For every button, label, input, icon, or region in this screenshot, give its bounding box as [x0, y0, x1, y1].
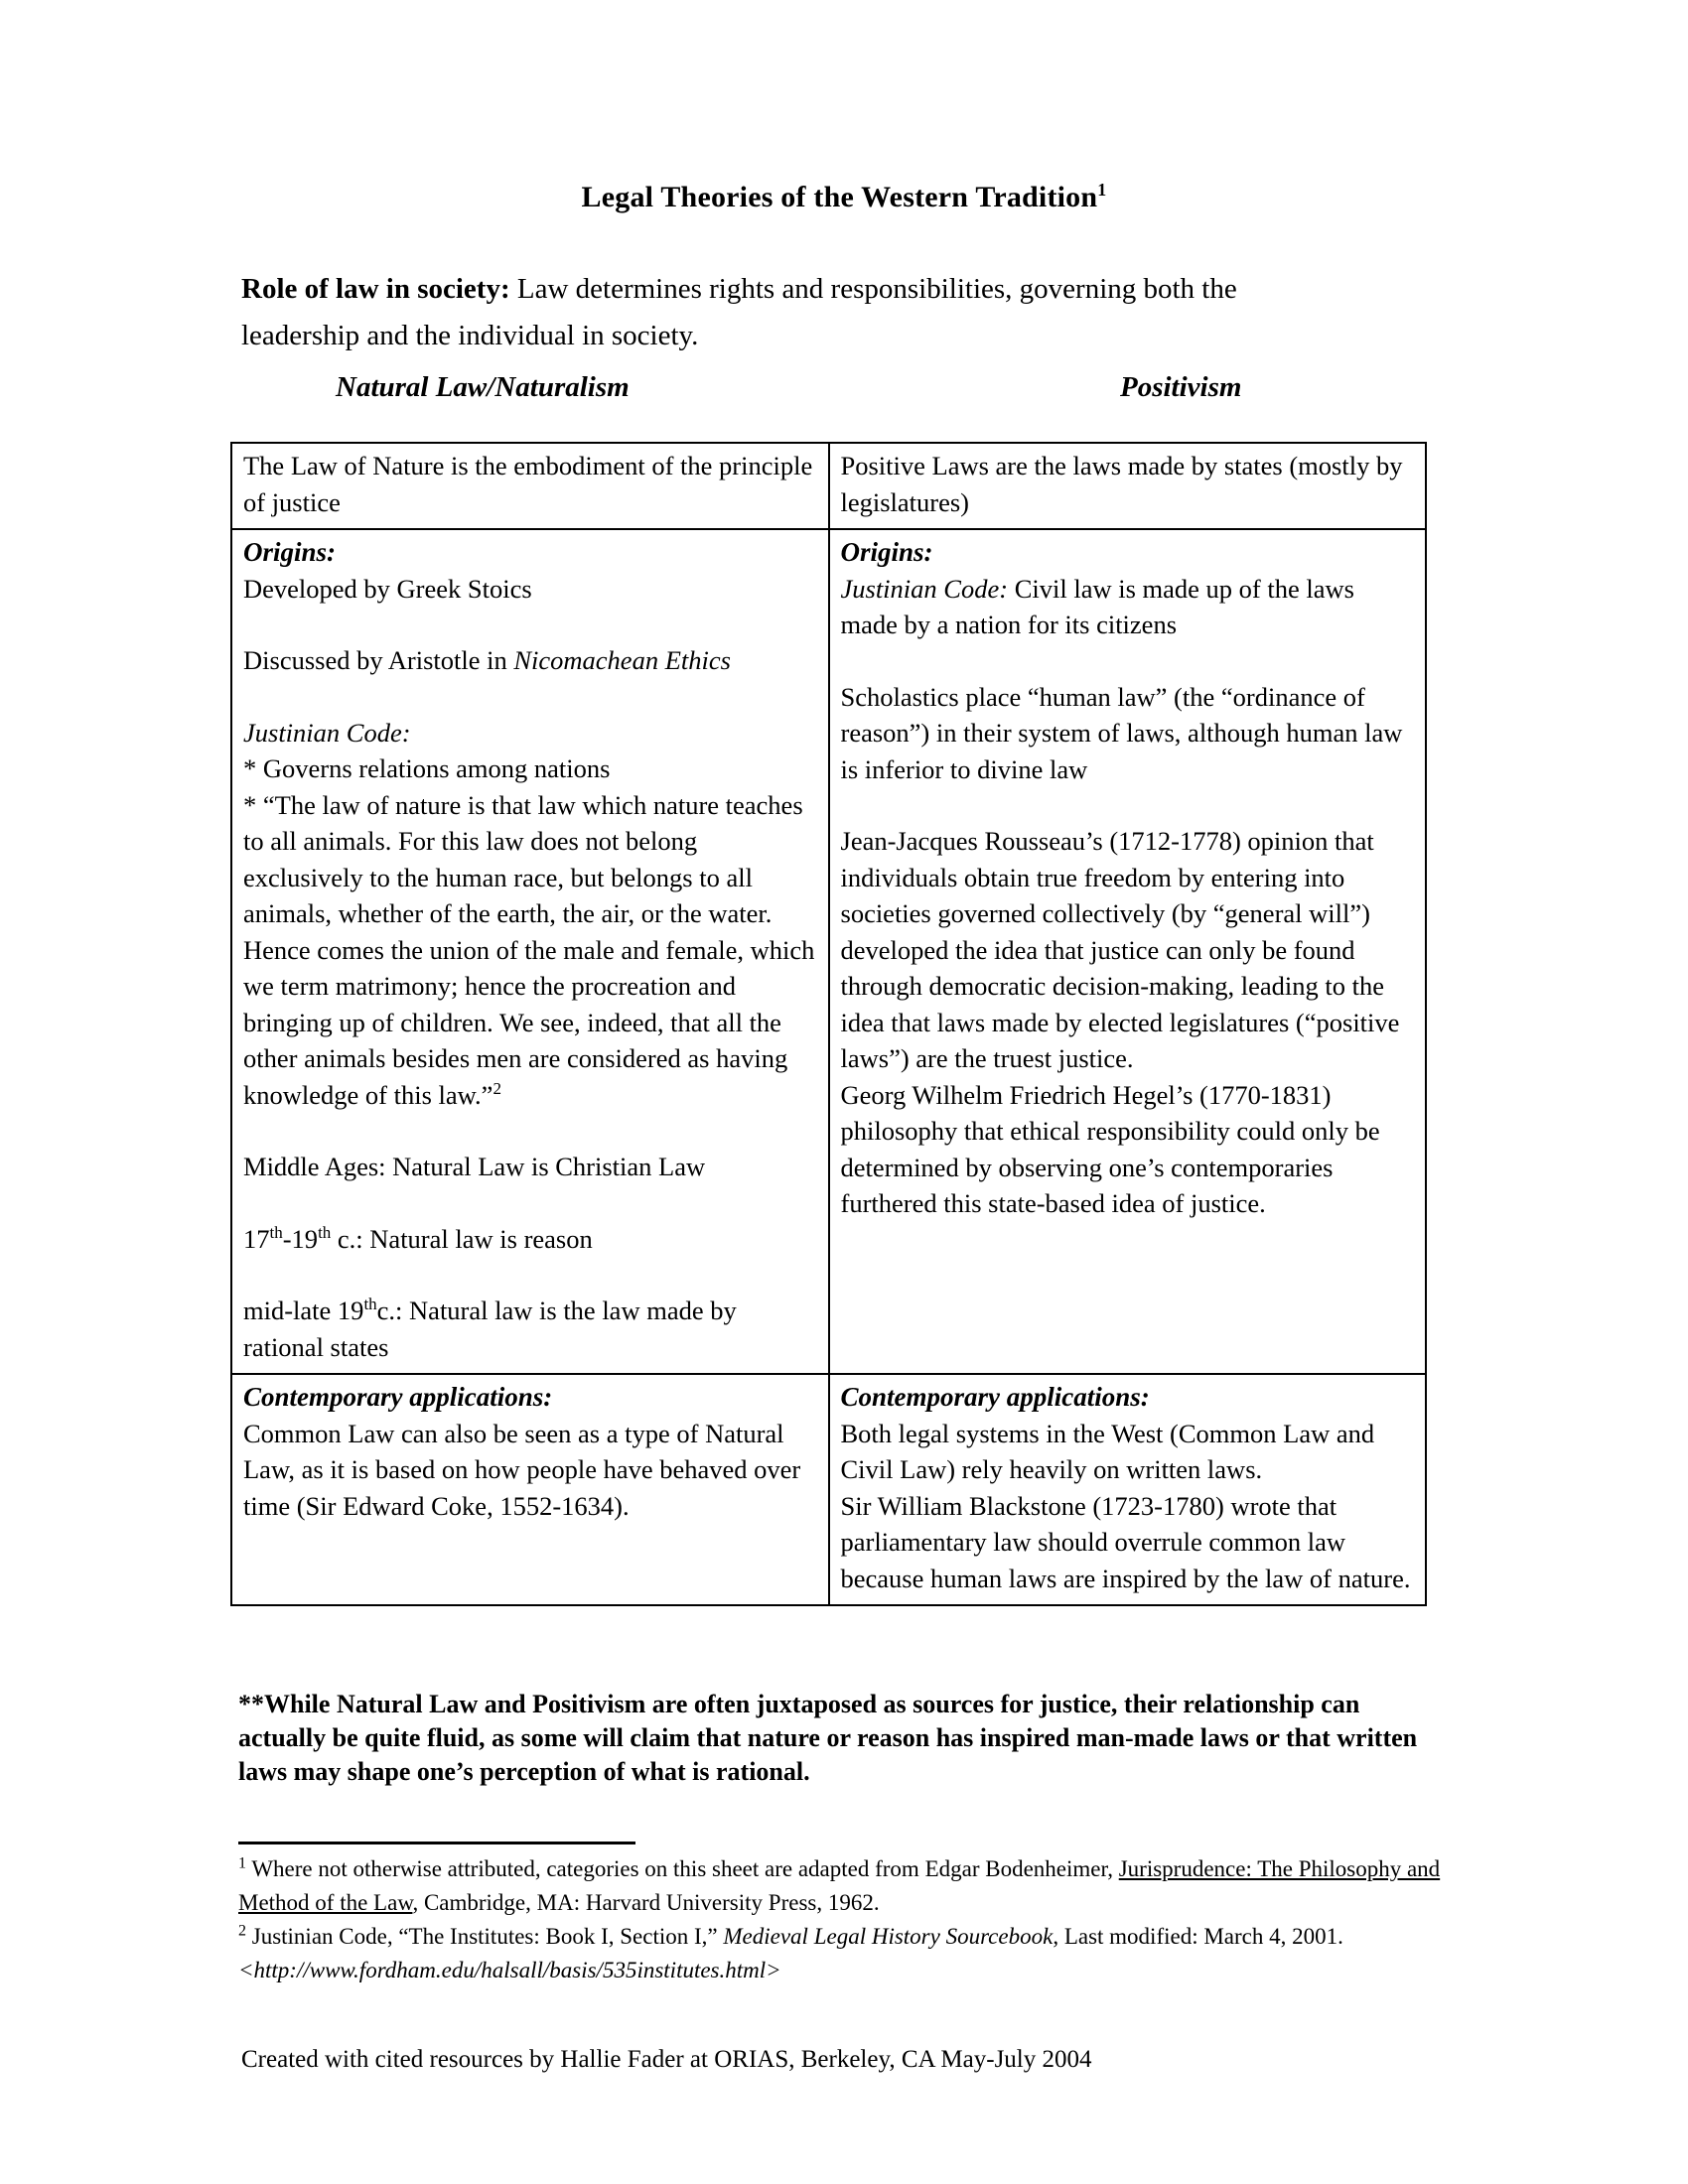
origins-left-mid-late-19c-ord: th	[363, 1295, 377, 1314]
origins-left-17-19c	[243, 1221, 819, 1258]
footnote-2-part1: Justinian Code, “The Institutes: Book I, Section I,”	[246, 1924, 724, 1949]
origins-left-mid-late-19c	[243, 1293, 819, 1365]
cell-contemporary-positivism	[829, 1374, 1427, 1605]
origins-left-17-19c-ord2: th	[318, 1222, 332, 1242]
footnote-2	[238, 1920, 1460, 1987]
footnote-2-marker: 2	[238, 1922, 246, 1940]
intro-paragraph	[241, 266, 1353, 359]
origins-left-middle-ages: Middle Ages: Natural Law is Christian Law	[243, 1152, 706, 1181]
intro-text: Law determines rights and responsibilities, governing both the leadership and the individual in society.	[241, 273, 1237, 351]
column-headings	[241, 371, 1423, 417]
origins-right-justinian-text: Civil law is made up of the laws made by a nation for its citizens	[840, 573, 1354, 639]
table-row-origins	[231, 529, 1426, 1374]
origins-left-quote-text: * “The law of nature is that law which nature teaches to all animals. For this law does not belong exclusively to the human race, but belongs to all animals, whether of the earth, the air, or the water. Hence comes the union of the male and female, which we term matrimony; hence the procreation and bringing up of children. We see, indeed, that all the other animals besides men are considered as having knowledge of this law.”	[243, 789, 815, 1110]
footnote-2-url[interactable]: <http://www.fordham.edu/halsall/basis/535institutes.html>	[238, 1958, 781, 1982]
origins-left-quote	[243, 787, 819, 1114]
origins-right-hegel: Georg Wilhelm Friedrich Hegel’s (1770-1831) philosophy that ethical responsibility could only be determined by observing one’s contemporaries furthered this state-based idea of justice.	[840, 1079, 1380, 1218]
footnote-1	[238, 1852, 1460, 1920]
origins-right-justinian	[841, 571, 1417, 643]
cell-origins-natural-law	[231, 529, 829, 1374]
contemporary-left-p1: Common Law can also be seen as a type of Natural Law, as it is based on how people have behaved over time (Sir Edward Coke, 1552-1634).	[243, 1418, 801, 1521]
comparison-table	[230, 442, 1427, 1606]
definition-natural-law-text: The Law of Nature is the embodiment of the principle of justice	[243, 451, 813, 517]
footnote-separator-rule	[238, 1842, 635, 1844]
origins-left-p2-pre: Discussed by Aristotle in	[243, 645, 514, 675]
cell-origins-positivism	[829, 529, 1427, 1374]
origins-left-17-19c-a: 17	[243, 1223, 270, 1254]
origins-left-p2	[243, 642, 819, 679]
footnote-1-part2: , Cambridge, MA: Harvard University Press, 1962.	[412, 1890, 880, 1915]
origins-right-rousseau: Jean-Jacques Rousseau’s (1712-1778) opinion that individuals obtain true freedom by entering into societies governed collectively (by “general will”) developed the idea that justice can only be found through democratic decision-making, leading to the idea that laws made by elected legislatures (“positive laws”) are the truest justice.	[840, 826, 1400, 1073]
table-row-definition	[231, 443, 1426, 529]
contemporary-heading-left: Contemporary applications:	[243, 1382, 553, 1412]
origins-left-17-19c-c: c.: Natural law is reason	[331, 1223, 593, 1254]
contemporary-right-p2: Sir William Blackstone (1723-1780) wrote that parliamentary law should overrule common law because human laws are inspired by the law of nature.	[840, 1490, 1411, 1593]
closing-note: **While Natural Law and Positivism are often juxtaposed as sources for justice, their relationship can actually be quite fluid, as some will claim that nature or reason has inspired man-made laws or that written laws may shape one’s perception of what is rational.	[238, 1690, 1418, 1786]
column-heading-natural-law: Natural Law/Naturalism	[336, 371, 630, 403]
origins-right-scholastics: Scholastics place “human law” (the “ordinance of reason”) in their system of laws, although human law is inferior to divine law	[840, 681, 1403, 784]
origins-left-justinian-label: Justinian Code:	[243, 717, 411, 748]
cell-contemporary-natural-law	[231, 1374, 829, 1605]
origins-left-p1: Developed by Greek Stoics	[243, 573, 532, 604]
origins-left-p2-italic: Nicomachean Ethics	[513, 645, 731, 675]
footnote-1-marker: 1	[238, 1854, 246, 1872]
origins-heading-left: Origins:	[243, 537, 337, 567]
origins-left-mid-late-19c-b: c.: Natural law is the law made by rational states	[243, 1296, 737, 1362]
origins-left-17-19c-ord1: th	[269, 1222, 283, 1242]
footnote-1-title: Jurisprudence: The Philosophy and Method of the Law	[238, 1856, 1441, 1915]
page-title-text: Legal Theories of the Western Tradition	[581, 181, 1098, 213]
origins-left-mid-late-19c-a: mid-late 19	[243, 1296, 364, 1325]
footnote-1-part1: Where not otherwise attributed, categories on this sheet are adapted from Edgar Bodenheimer,	[246, 1856, 1119, 1881]
contemporary-heading-right: Contemporary applications:	[840, 1382, 1150, 1412]
origins-left-17-19c-b: -19	[282, 1223, 319, 1254]
footnotes	[238, 1852, 1460, 1987]
cell-definition-natural-law	[231, 443, 829, 529]
footnote-2-source-title: Medieval Legal History Sourcebook	[723, 1924, 1054, 1949]
cell-definition-positivism	[829, 443, 1427, 529]
origins-heading-right: Origins:	[840, 537, 933, 567]
title-footnote-marker: 1	[1097, 180, 1107, 200]
origins-left-bullet-1: * Governs relations among nations	[243, 753, 611, 783]
origins-right-justinian-label: Justinian Code:	[840, 573, 1009, 604]
definition-positivism-text: Positive Laws are the laws made by states (mostly by legislatures)	[840, 451, 1403, 517]
intro-label: Role of law in society:	[241, 273, 510, 305]
table-row-contemporary-applications	[231, 1374, 1426, 1605]
credit-line: Created with cited resources by Hallie Fader at ORIAS, Berkeley, CA May-July 2004	[241, 2046, 1092, 2073]
contemporary-right-p1: Both legal systems in the West (Common Law and Civil Law) rely heavily on written laws.	[840, 1418, 1375, 1484]
column-heading-positivism: Positivism	[1120, 371, 1242, 403]
origins-left-quote-footnote-marker: 2	[492, 1078, 501, 1098]
page-title	[238, 181, 1450, 214]
footnote-2-part2: , Last modified: March 4, 2001.	[1053, 1924, 1343, 1949]
